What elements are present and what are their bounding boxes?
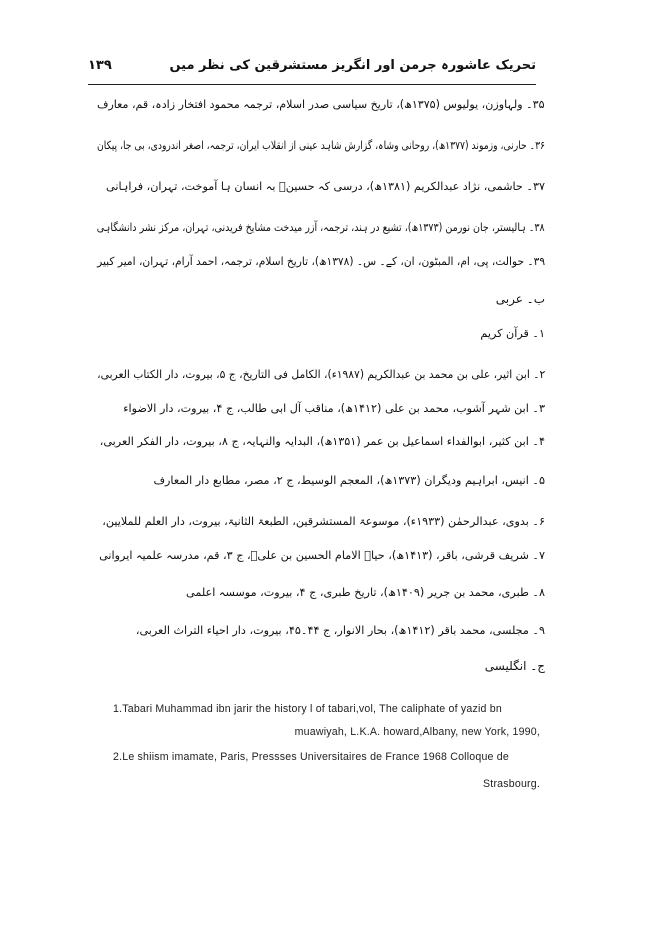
reference-item: ۳۔ ابن شہر آشوب، محمد بن علی (۱۴۱۲ھ)، مناقب آل ابی طالب، ج ۴، بیروت، دار الاضواء [123,402,545,415]
reference-item: ۳۵۔ ولہاوزن، یولیوس (۱۳۷۵ھ)، تاریخ سیاسی صدر اسلام، ترجمہ محمود افتخار زادہ، قم، معارف [97,98,545,111]
reference-item: ۱۔ قرآن کریم [480,327,545,340]
page-number: ۱۳۹ [88,58,112,73]
page-header [88,58,536,84]
english-reference-line: Strasbourg. [483,778,540,790]
reference-item: ۲۔ ابن اثیر، علی بن محمد بن عبدالکریم (۱۹۸۷ء)، الکامل فی التاریخ، ج ۵، بیروت، دار الکتاب العربی، [96,368,545,381]
reference-item: ۳۶۔ حارنی، وزموند (۱۳۷۷ھ)، روحانی وشاہ، گزارش شاہد عینی از انقلاب ایران، ترجمہ، اصغر اندرودی، بی جا، پیکان [97,139,545,152]
reference-item: ۸۔ طبری، محمد بن جریر (۱۴۰۹ھ)، تاریخ طبری، ج ۴، بیروت، موسسہ اعلمی [186,586,545,599]
reference-item: ۳۸۔ ہالیستر، جان نورمن (۱۳۷۳ھ)، تشیع در ہند، ترجمہ، آزر میدخت مشایخ فریدنی، تہران، مرکز نشر دانشگاہی [97,221,545,234]
english-reference-line: 1.Tabari Muhammad ibn jarir the history l of tabari,vol, The caliphate of yazid bn [113,703,502,715]
reference-item: ۴۔ ابن کثیر، ابوالفداء اسماعیل بن عمر (۱۳۵۱ھ)، البدایہ والنہایہ، ج ۸، بیروت، دار الفکر العربی، [99,435,545,448]
reference-item: ۷۔ شریف قرشی، باقر، (۱۴۱۳ھ)، حیاۃ الامام الحسین بن علیؑ، ج ۳، قم، مدرسہ علمیہ ایروانی [99,549,545,562]
header-divider [88,84,536,85]
header-title: تحریک عاشورہ جرمن اور انگریز مستشرقین کی نظر میں [169,58,536,73]
section-heading-english: ج۔ انگلیسی [484,659,545,673]
reference-item: ۵۔ انیس، ابراہیم ودیگران (۱۳۷۳ھ)، المعجم الوسیط، ج ۲، مصر، مطابع دار المعارف [153,474,545,487]
reference-item: ۳۹۔ حوالت، پی، ام، المبٹون، ان، کے۔ س۔ (۱۳۷۸ھ)، تاریخ اسلام، ترجمہ، احمد آرام، تہران، امیر کبیر [96,255,545,268]
reference-item: ۹۔ مجلسی، محمد باقر (۱۴۱۲ھ)، بحار الانوار، ج ۴۴۔۴۵، بیروت، دار احیاء التراث العربی، [135,624,545,637]
section-heading-arabic: ب۔ عربی [495,292,545,306]
english-reference-line: 2.Le shiism imamate, Paris, Pressses Universitaires de France 1968 Colloque de [113,751,509,763]
english-reference-line: muawiyah, L.K.A. howard,Albany, new York, 1990, [294,726,540,738]
reference-item: ۳۷۔ حاشمی، نژاد عبدالکریم (۱۳۸۱ھ)، درسی کہ حسینؑ بہ انسان ہا آموخت، تہران، فراہانی [106,180,545,193]
reference-item: ۶۔ بدوی، عبدالرحمٰن (۱۹۳۳ء)، موسوعۃ المستشرقین، الطبعۃ الثانیۃ، بیروت، دار العلم للملایین، [102,515,545,528]
